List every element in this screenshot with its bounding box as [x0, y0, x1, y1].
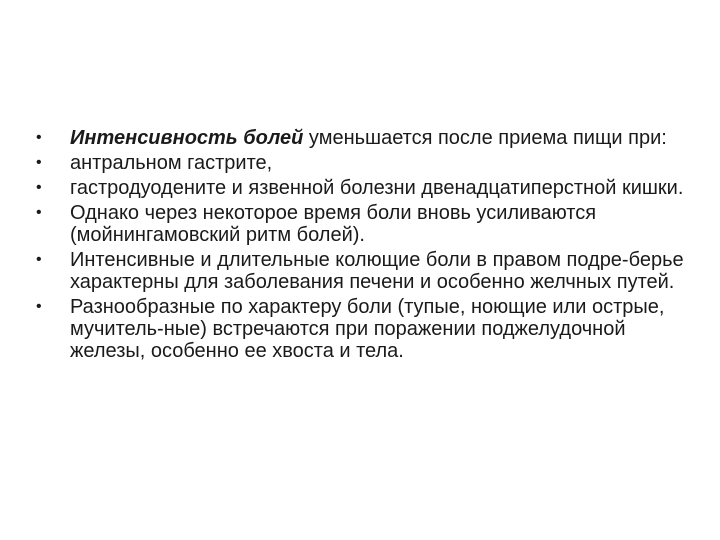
- item-text: Интенсивные и длительные колющие боли в правом подре-берье характерны для заболевания печени и особенно желчных путей.: [70, 249, 684, 293]
- bullet-icon: •: [36, 154, 42, 171]
- bullet-icon: •: [36, 204, 42, 221]
- bullet-icon: •: [36, 129, 42, 146]
- list-item: [36, 202, 696, 246]
- bullet-icon: •: [36, 179, 42, 196]
- list-item: [36, 177, 696, 199]
- bullet-list: [36, 127, 696, 365]
- item-text: гастродуодените и язвенной болезни двенадцатиперстной кишки.: [70, 177, 684, 199]
- list-item: [36, 249, 696, 293]
- list-item: [36, 296, 696, 362]
- bullet-icon: •: [36, 298, 42, 315]
- item-text: Разнообразные по характеру боли (тупые, ноющие или острые, мучитель-ные) встречаются при поражении поджелудочной железы, особенно ее хвоста и тела.: [70, 296, 665, 362]
- item-text: антральном гастрите,: [70, 152, 273, 174]
- bullet-icon: •: [36, 251, 42, 268]
- item-text: Однако через некоторое время боли вновь усиливаются (мойнингамовский ритм болей).: [70, 202, 597, 246]
- item-text: уменьшается после приема пищи при:: [303, 127, 667, 149]
- list-item: [36, 127, 696, 149]
- emphasis-text: Интенсивность болей: [70, 127, 304, 149]
- list-item: [36, 152, 696, 174]
